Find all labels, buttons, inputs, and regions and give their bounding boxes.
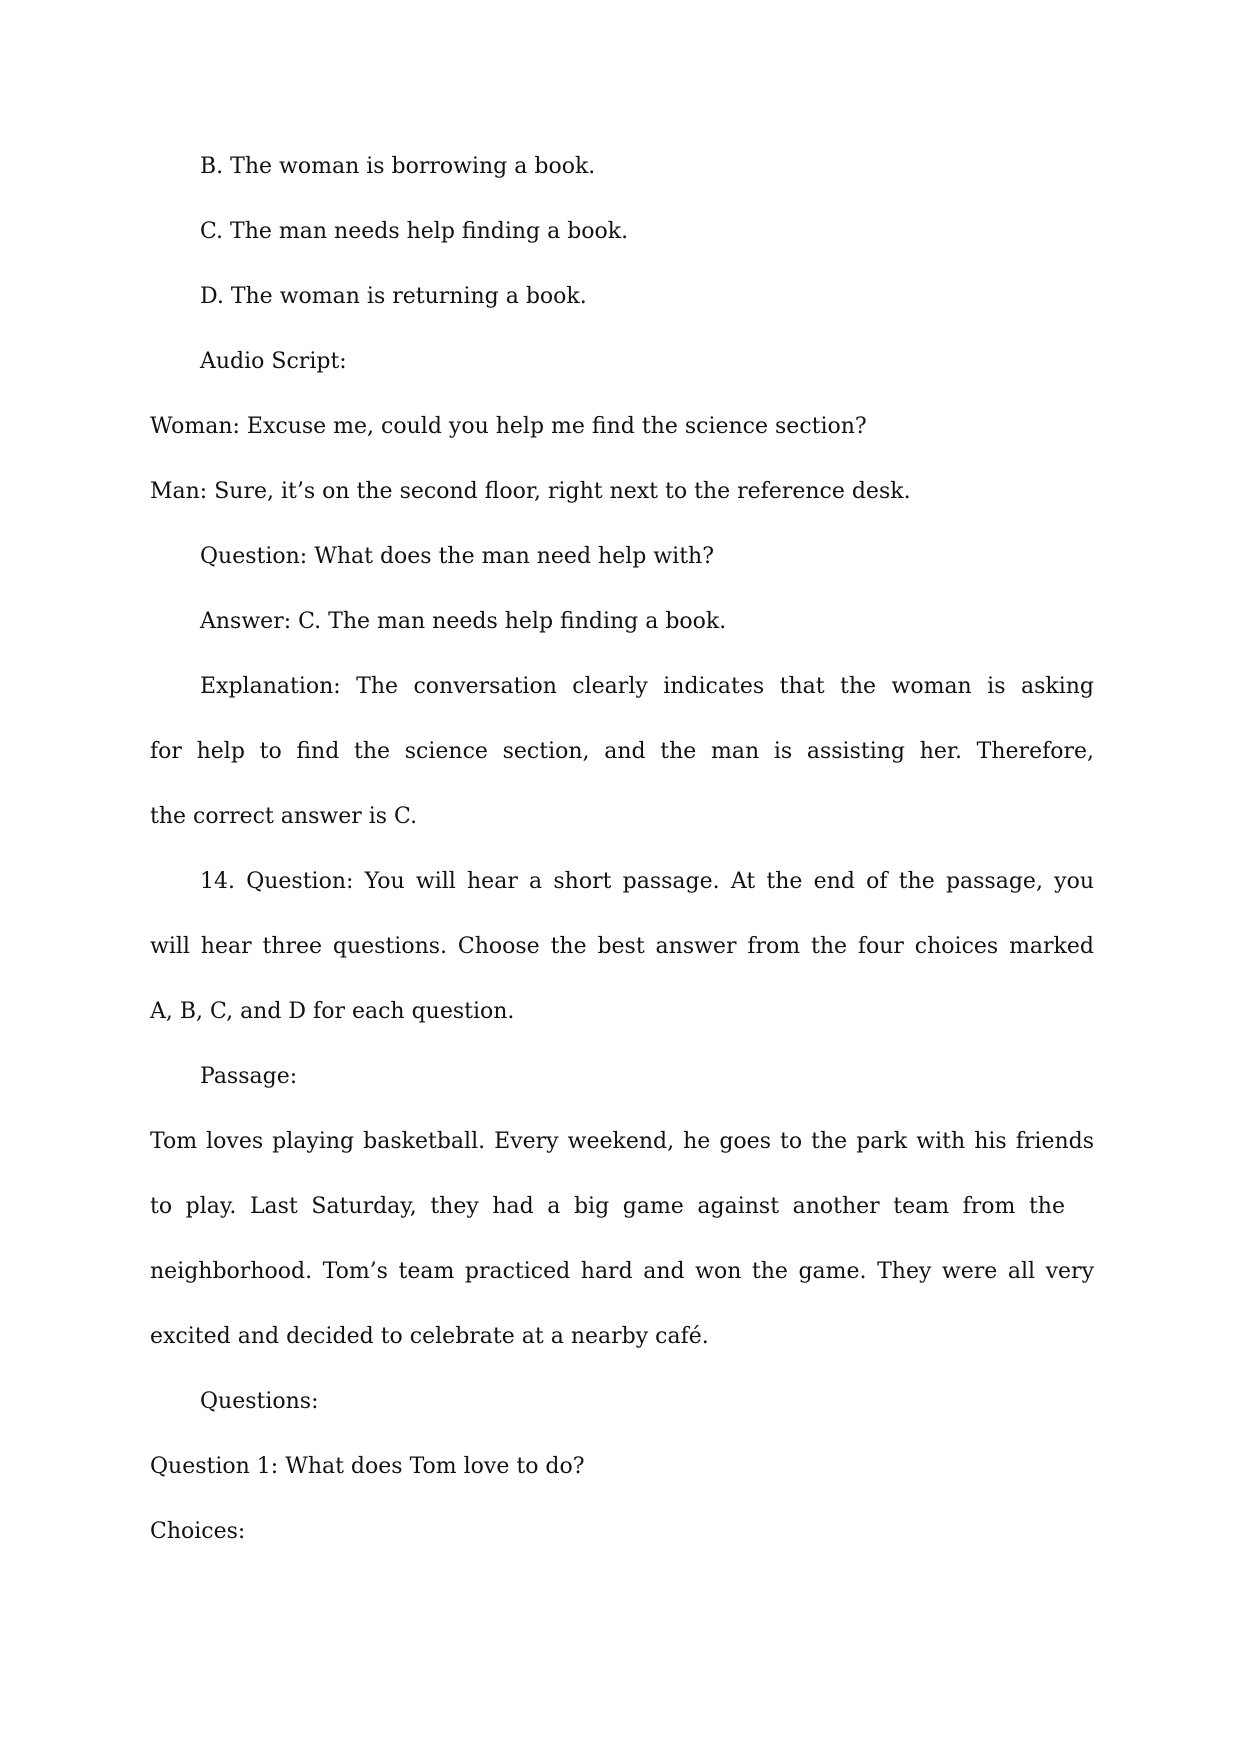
- question-line: Question: What does the man need help with?: [200, 544, 714, 569]
- option-c-line: C. The man needs help finding a book.: [200, 219, 629, 244]
- questions-heading: Questions:: [200, 1389, 319, 1414]
- audio-script-heading: Audio Script:: [200, 349, 347, 374]
- passage-line-1: Tom loves playing basketball. Every weekend, he goes to the park with his friends: [150, 1129, 1094, 1154]
- passage-heading: Passage:: [200, 1064, 298, 1089]
- man-dialogue-line: Man: Sure, it’s on the second floor, right next to the reference desk.: [150, 479, 911, 504]
- passage-line-2: to play. Last Saturday, they had a big game against another team from the: [150, 1194, 1065, 1219]
- question-14-line-3: A, B, C, and D for each question.: [150, 999, 515, 1024]
- passage-line-4: excited and decided to celebrate at a nearby café.: [150, 1324, 709, 1349]
- question-14-line-2: will hear three questions. Choose the best answer from the four choices marked: [150, 934, 1094, 959]
- explanation-line-1: Explanation: The conversation clearly indicates that the woman is asking: [200, 674, 1094, 699]
- explanation-line-3: the correct answer is C.: [150, 804, 418, 829]
- question-1-line: Question 1: What does Tom love to do?: [150, 1454, 585, 1479]
- question-14-line-1: 14. Question: You will hear a short passage. At the end of the passage, you: [200, 869, 1094, 894]
- option-d-line: D. The woman is returning a book.: [200, 284, 587, 309]
- explanation-line-2: for help to find the science section, and the man is assisting her. Therefore,: [150, 739, 1094, 764]
- option-b-line: B. The woman is borrowing a book.: [200, 154, 596, 179]
- woman-dialogue-line: Woman: Excuse me, could you help me find the science section?: [150, 414, 867, 439]
- choices-heading: Choices:: [150, 1519, 246, 1544]
- answer-line: Answer: C. The man needs help finding a book.: [200, 609, 727, 634]
- passage-line-3: neighborhood. Tom’s team practiced hard and won the game. They were all very: [150, 1259, 1094, 1284]
